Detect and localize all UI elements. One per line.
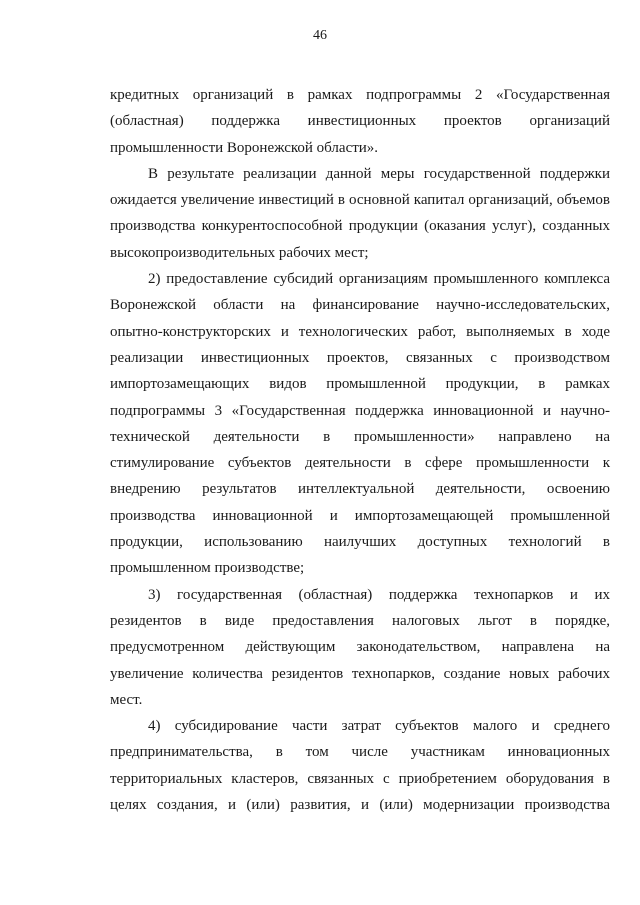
page-number: 46 — [313, 28, 327, 43]
text-line: резидентов в виде предоставления налоговых льгот в порядке, — [110, 612, 610, 629]
text-line: ожидается увеличение инвестиций в основной капитал организаций, объемов — [110, 192, 610, 209]
text-line: (областная) поддержка инвестиционных проектов организаций — [110, 113, 610, 130]
text-line: производства инновационной и импортозамещающей промышленной — [110, 507, 610, 524]
text-line: 4) субсидирование части затрат субъектов малого и среднего — [148, 718, 610, 735]
text-line: стимулирование субъектов деятельности в сфере промышленности к — [110, 455, 610, 472]
text-line: производства конкурентоспособной продукции (оказания услуг), созданных — [110, 218, 610, 235]
text-line: промышленности Воронежской области». — [110, 139, 379, 156]
text-line: территориальных кластеров, связанных с приобретением оборудования в — [110, 770, 610, 787]
paragraph-item-2 — [110, 266, 610, 582]
paragraph-item-4 — [110, 713, 610, 818]
text-line: промышленном производстве; — [110, 560, 305, 577]
paragraph-expected-result — [110, 161, 610, 266]
text-line: увеличение количества резидентов технопарков, создание новых рабочих — [110, 665, 610, 682]
text-line: 2) предоставление субсидий организациям промышленного комплекса — [148, 271, 610, 288]
text-line: реализации инвестиционных проектов, связанных с производством — [110, 349, 610, 366]
text-line: предусмотренном действующим законодательством, направлена на — [110, 639, 610, 656]
text-line: предпринимательства, в том числе участникам инновационных — [110, 744, 610, 761]
text-line: импортозамещающих видов промышленной продукции, в рамках — [110, 376, 610, 393]
text-line: высокопроизводительных рабочих мест; — [110, 244, 369, 261]
text-line: подпрограммы 3 «Государственная поддержка инновационной и научно- — [110, 402, 610, 419]
text-line: 3) государственная (областная) поддержка технопарков и их — [148, 586, 610, 603]
text-line: технической деятельности в промышленности» направлено на — [110, 428, 610, 445]
paragraph-intro-continuation — [110, 82, 610, 161]
document-body — [110, 82, 610, 818]
text-line: внедрению результатов интеллектуальной деятельности, освоению — [110, 481, 610, 498]
paragraph-item-3 — [110, 582, 610, 713]
text-line: В результате реализации данной меры государственной поддержки — [148, 165, 610, 182]
text-line: Воронежской области на финансирование научно-исследовательских, — [110, 297, 610, 314]
text-line: опытно-конструкторских и технологических работ, выполняемых в ходе — [110, 323, 610, 340]
text-line: кредитных организаций в рамках подпрограммы 2 «Государственная — [110, 87, 610, 103]
text-line: мест. — [110, 691, 143, 708]
text-line: целях создания, и (или) развития, и (или) модернизации производства — [110, 797, 610, 814]
text-line: продукции, использованию наилучших доступных технологий в — [110, 534, 610, 551]
